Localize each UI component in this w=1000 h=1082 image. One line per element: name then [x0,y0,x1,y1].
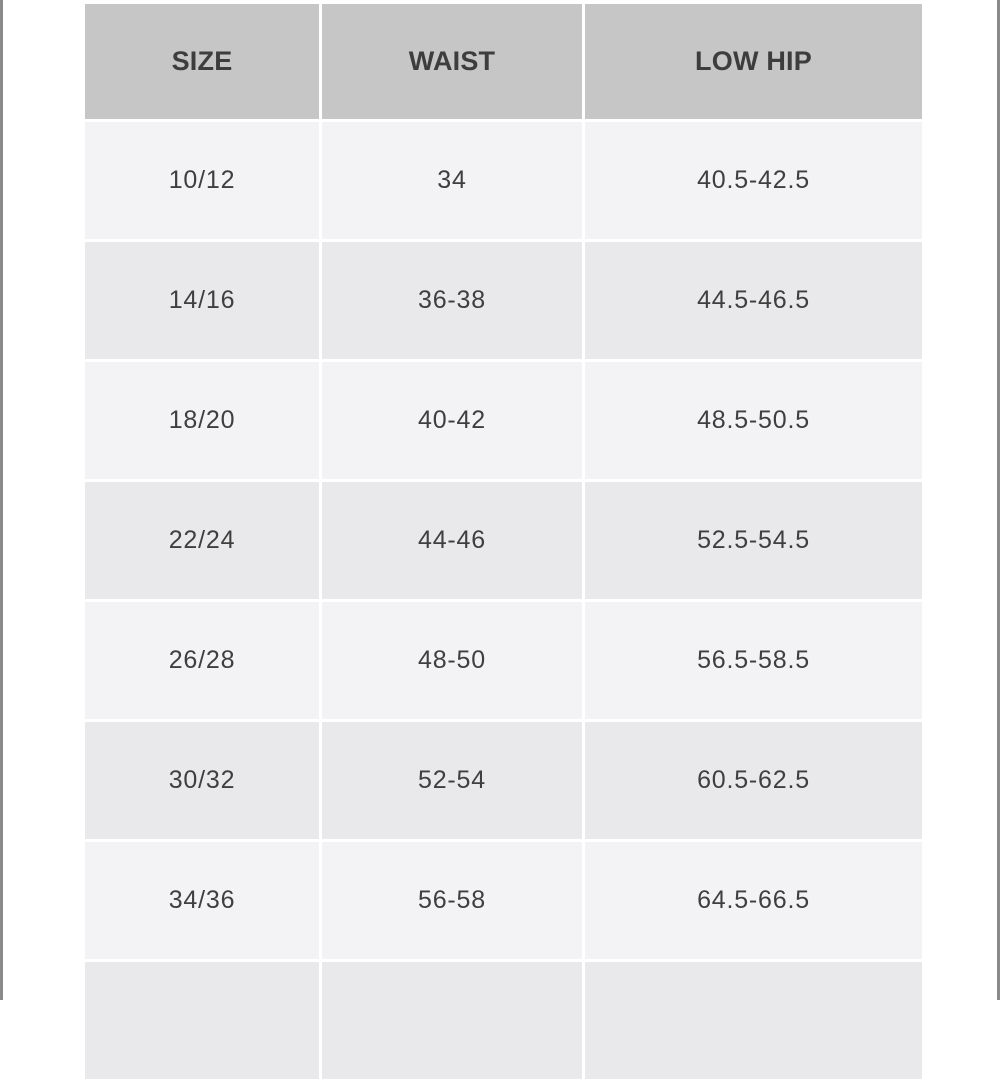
low-hip-cell: 64.5-66.5 [585,842,922,962]
size-cell: 30/32 [85,722,322,842]
low-hip-cell: 60.5-62.5 [585,722,922,842]
waist-cell: 44-46 [322,482,585,602]
table-row [85,122,922,242]
waist-cell: 56-58 [322,842,585,962]
low-hip-cell: 52.5-54.5 [585,482,922,602]
table-row [85,362,922,482]
size-cell: 18/20 [85,362,322,482]
low-hip-cell: 40.5-42.5 [585,122,922,242]
column-header-size: SIZE [85,4,322,122]
table-header-row [85,4,922,122]
column-header-low-hip: LOW HIP [585,4,922,122]
waist-cell: 52-54 [322,722,585,842]
low-hip-cell: 44.5-46.5 [585,242,922,362]
size-cell: 22/24 [85,482,322,602]
size-cell [85,962,322,1082]
table-row [85,602,922,722]
waist-cell: 40-42 [322,362,585,482]
waist-cell: 34 [322,122,585,242]
waist-cell: 48-50 [322,602,585,722]
size-cell: 10/12 [85,122,322,242]
table-row [85,242,922,362]
low-hip-cell: 48.5-50.5 [585,362,922,482]
size-cell: 34/36 [85,842,322,962]
size-cell: 26/28 [85,602,322,722]
column-header-waist: WAIST [322,4,585,122]
table-row [85,842,922,962]
size-cell: 14/16 [85,242,322,362]
table-row [85,722,922,842]
table-row [85,482,922,602]
low-hip-cell: 56.5-58.5 [585,602,922,722]
waist-cell [322,962,585,1082]
size-chart-table [85,4,922,1082]
low-hip-cell [585,962,922,1082]
waist-cell: 36-38 [322,242,585,362]
table-row-partial [85,962,922,1082]
